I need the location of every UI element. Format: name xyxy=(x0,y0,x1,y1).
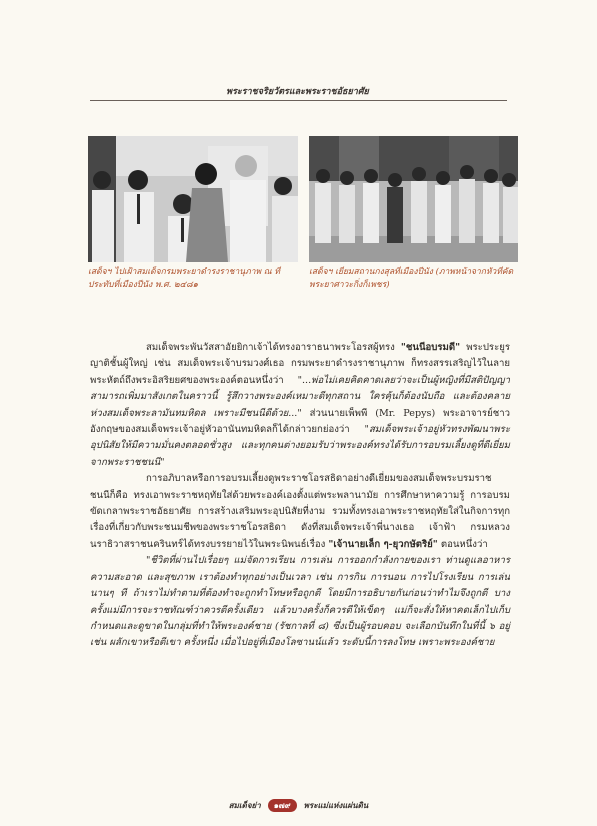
paragraph-3-text: "ชีวิตที่ผ่านไปเรื่อยๆ แม่จัดการเรียน การเล่น การออกกำลังกายของเรา ท่านดูแลอาหาร ความสะอาด และสุขภาพ เราต้องทำทุกอย่างเป็นเวลา เช่น การกิน การนอน การไปโรงเรียน การเล่น นานๆ ที ถ้าเราไม่ทำตามที่ต้องทำจะถูกทำโทษหรือถูกตี โดยมีการอธิบายกันก่อนว่าทำไมจึงถูกตี บางครั้งแม่มีการจะราชทัณฑ์ว่าควรตีครั้งเดียว แล้วบางครั้งก็ควรตีให้เข็ดๆ แม่ก็จะสั่งให้หาคดเล็กไปเก็บกำหนดและดูขาดในกลุ่มที่ทำให้พระองค์ชาย (รัชกาลที่ ๘) ซึ่งเป็นผู้รอบคอบ จะเลือกบันทึกในที่นี้ ๖ อยู่ เช่น ผลักเขาหรือตีเขา ครั้งหนึ่ง เมื่อไปอยู่ที่เมืองโลซานน์แล้ว ระดับนี้การลงโทษ เพราะพระองค์ชาย xyxy=(90,555,510,649)
paragraph-2-text: การอภิบาลหรือการอบรมเลี้ยงดูพระราชโอรสธิดาอย่างดีเยี่ยมของสมเด็จพระบรมราชชนนีก็คือ ทรงเอาพระราชหฤทัยใส่ด้วยพระองค์เองตั้งแต่พระพลานามัย การศึกษาหาความรู้ การอบรมขัดเกลาพระราชอัธยาศัย การสร้างเสริมพระอุปนิสัยที่งาม รวมทั้งทรงเอาพระราชหฤทัยใส่ในกิจการทุกเรื่องที่เกี่ยวกับพระชนมชีพของพระราชโอรสธิดา ดังที่สมเด็จพระเจ้าพี่นางเธอ เจ้าฟ้า กรมหลวงนราธิวาสราชนครินทร์ได้ทรงบรรยายไว้ในพระนิพนธ์เรื่อง xyxy=(90,473,510,550)
footer-left-text: สมเด็จย่า xyxy=(228,799,261,810)
photo-right-caption: เสด็จฯ เยี่ยมสถานกงสุลที่เมืองปีนัง (ภาพหน้าจากหัวที่คัดพระยาศาวะกิ่งก็เพชร) xyxy=(309,267,514,290)
paragraph-1-quote-letter: "...พ่อไม่เคยคิดคาดเลยว่าจะเป็นผู้หญิงที่มีสติปัญญาสามารถเพิ่มมาสังเกตในคราวนี้ รู้สึกวางพระองค์เหมาะดีทุกสถาน ใครคุ้นก็ต้องนับถือ และต้องคลายห่วงสมเด็จพระลามันทมหิดล เพราะมีชนนีดีด้วย..." xyxy=(90,374,510,419)
body-text xyxy=(90,340,510,652)
photo-left-caption: เสด็จฯ ไปเฝ้าสมเด็จกรมพระยาดำรงราชานุภาพ ณ ที่ประทับที่เมืองปีนัง พ.ศ. ๒๔๘๑ xyxy=(88,267,280,290)
header-rule xyxy=(90,100,507,101)
paragraph-1-text-a: สมเด็จพระพันวัสสาอัยยิกาเจ้าได้ทรงอาราธนาพระโอรสผู้ทรง xyxy=(146,342,401,353)
paragraph-1-text-b: พระประยูรญาติชั้นผู้ใหญ่ เช่น สมเด็จพระเจ้าบรมวงศ์เธอ กรมพระยาดำรงราชานุภาพ ก็ทรงสรรเสริญไว้ในลายพระหัตถ์ถึงพระอิสริยยศของพระองค์ตอนหนึ่งว่า xyxy=(90,342,510,386)
page-number-badge: ๑๗๙ xyxy=(268,799,297,812)
paragraph-2-book-title: "เจ้านายเล็ก ๆ-ยุวกษัตริย์" xyxy=(328,538,438,550)
page-footer xyxy=(0,797,597,813)
paragraph-1-quote-title: "ชนนีอบรมดี" xyxy=(400,342,461,353)
paragraph-1-quote-pepys: "สมเด็จพระเจ้าอยู่หัวทรงพัฒนาพระอุปนิสัยให้มีความมั่นคงตลอดชั่วสูง และทุกคนต่างยอมรับว่าพระองค์ทรงได้รับการอบรมเลี้ยงดูที่ดีเยี่ยมจากพระราชชนนี" xyxy=(90,424,510,468)
paragraph-3 xyxy=(90,553,510,651)
paragraph-1-text-c: ส่วนนายเพ็พพี (Mr. Pepys) พระอาจารย์ชาวอังกฤษของสมเด็จพระเจ้าอยู่หัวอานันทมหิดลก็ได้กล่าวยกย่องว่า xyxy=(90,407,510,436)
paragraph-2 xyxy=(90,471,510,553)
photo-left-image xyxy=(88,136,298,262)
paragraph-2-tail: ตอนหนึ่งว่า xyxy=(437,538,488,550)
paragraph-1 xyxy=(90,340,510,471)
photo-left xyxy=(88,136,298,262)
photo-right-image xyxy=(309,136,518,262)
photo-right xyxy=(309,136,518,262)
footer-right-text: พระแม่แห่งแผ่นดิน xyxy=(303,799,369,810)
running-header: พระราชจริยวัตรและพระราชอัธยาศัย xyxy=(226,87,369,97)
